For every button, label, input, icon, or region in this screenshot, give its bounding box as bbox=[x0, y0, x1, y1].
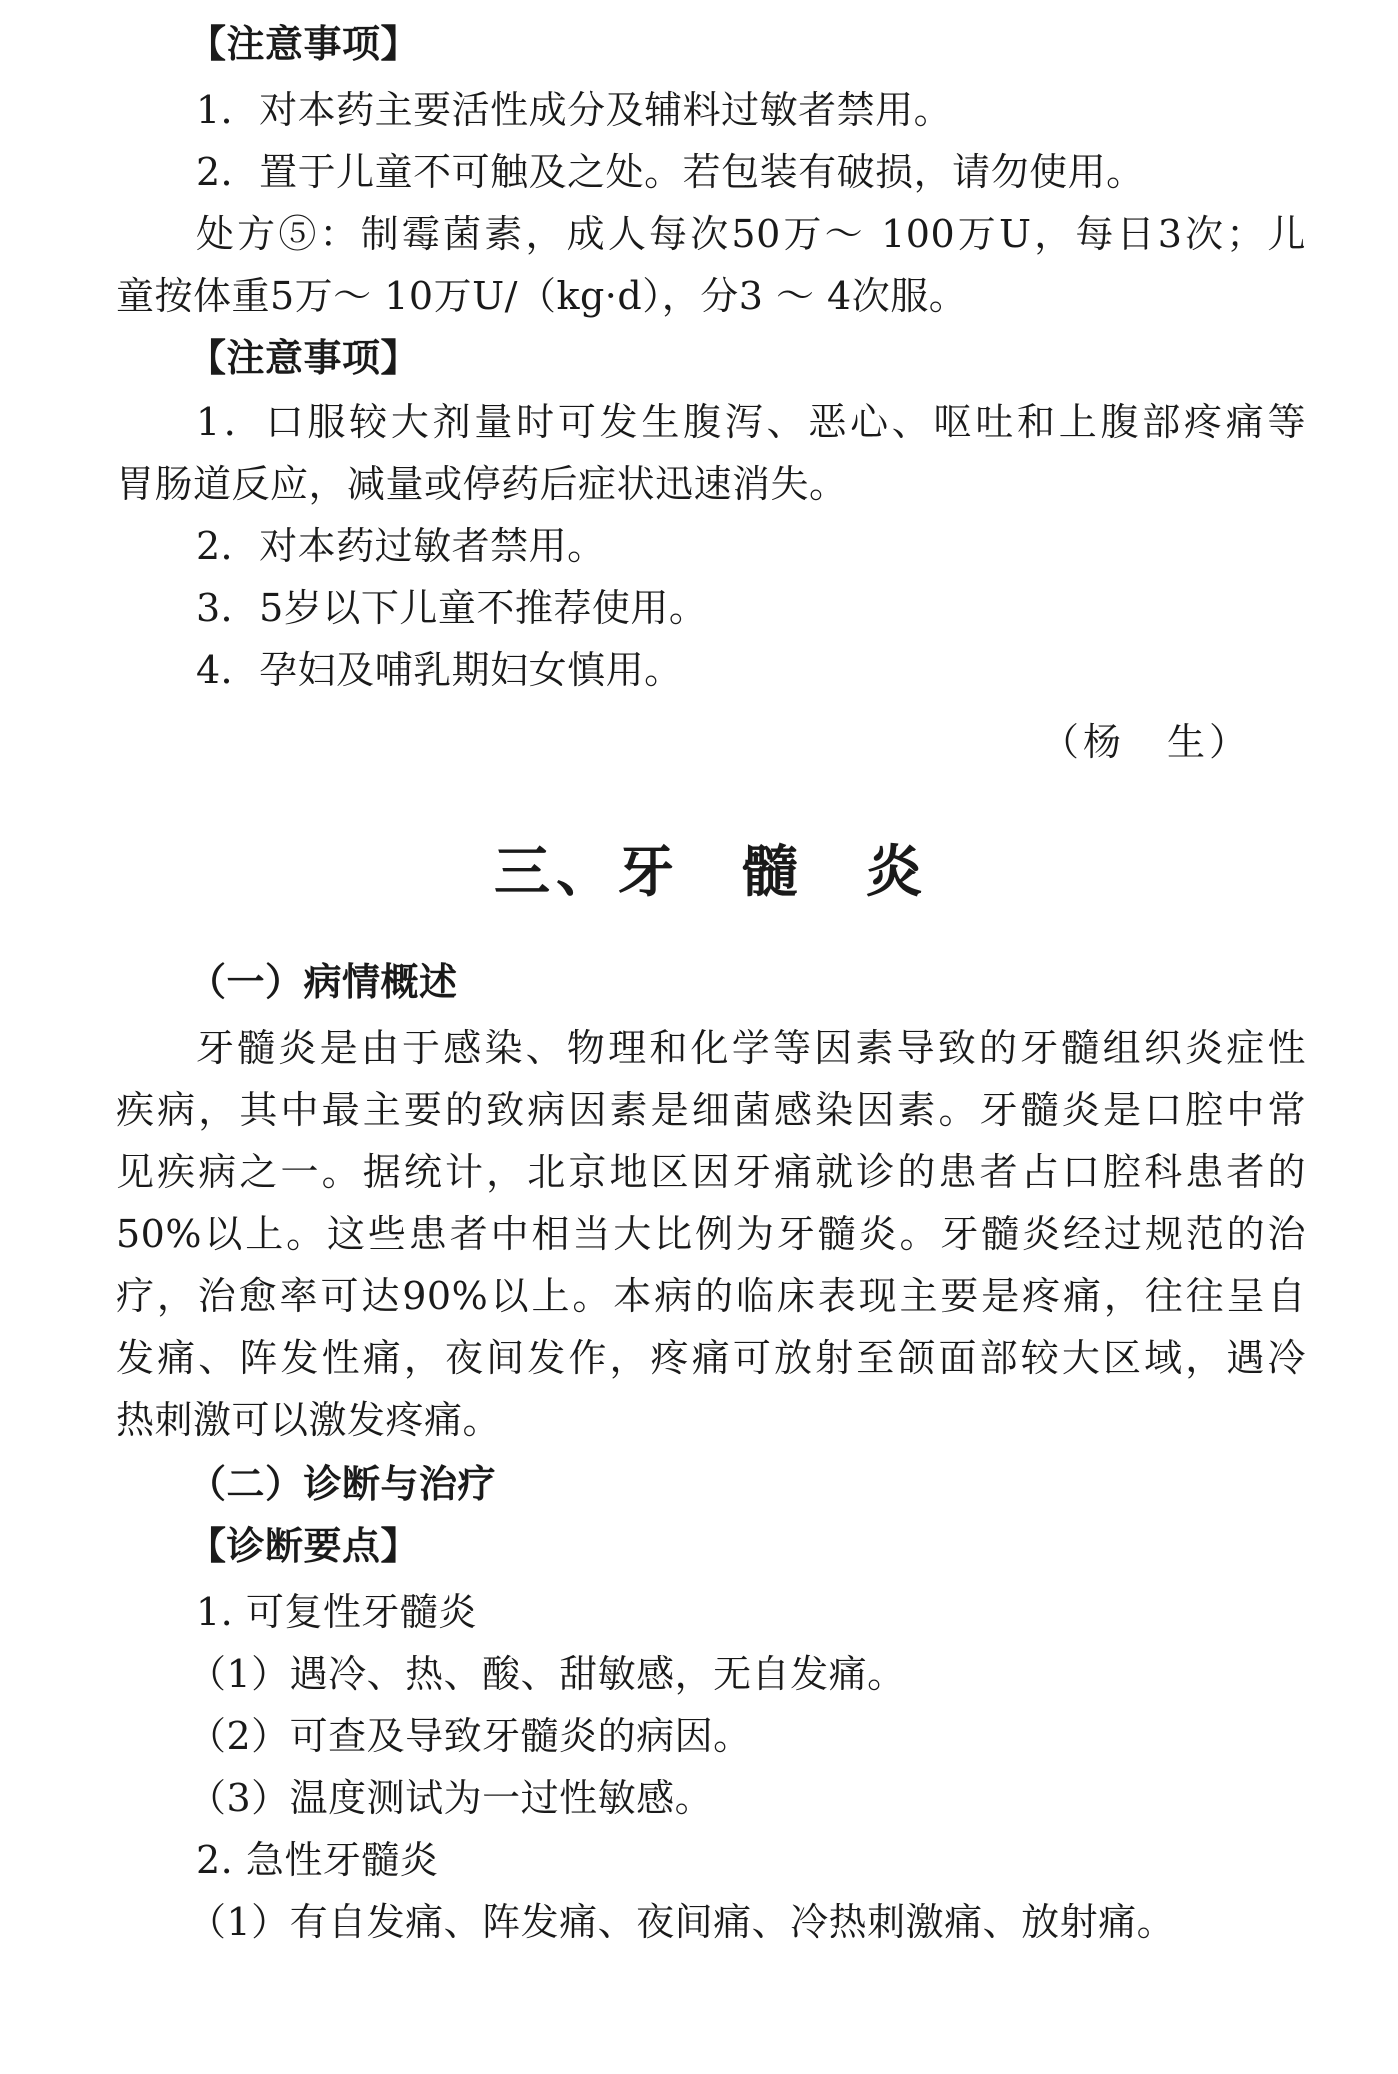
list-item: （1）遇冷、热、酸、甜敏感，无自发痛。 bbox=[188, 1652, 906, 1696]
heading-precautions-1: 【注意事项】 bbox=[188, 22, 420, 66]
paragraph-line: 50%以上。这些患者中相当大比例为牙髓炎。牙髓炎经过规范的治 bbox=[116, 1212, 1306, 1256]
list-item-continued: 胃肠道反应，减量或停药后症状迅速消失。 bbox=[116, 462, 848, 506]
subheading-overview: （一）病情概述 bbox=[188, 960, 458, 1004]
paragraph-line: 见疾病之一。据统计，北京地区因牙痛就诊的患者占口腔科患者的 bbox=[116, 1150, 1306, 1194]
subheading-diagnosis-treatment: （二）诊断与治疗 bbox=[188, 1462, 497, 1506]
paragraph-line: 热刺激可以激发疼痛。 bbox=[116, 1398, 502, 1442]
prescription-line: 童按体重5万～ 10万U/（kg·d），分3 ～ 4次服。 bbox=[116, 274, 968, 318]
prescription-line: 处方⑤：制霉菌素，成人每次50万～ 100万U，每日3次；儿 bbox=[196, 212, 1306, 256]
author-attribution: （杨 生） bbox=[1041, 720, 1252, 764]
list-item: 1. 可复性牙髓炎 bbox=[196, 1590, 477, 1634]
paragraph-line: 疗，治愈率可达90%以上。本病的临床表现主要是疼痛，往往呈自 bbox=[116, 1274, 1306, 1318]
list-item: 2．置于儿童不可触及之处。若包装有破损，请勿使用。 bbox=[196, 150, 1145, 194]
list-item: 2．对本药过敏者禁用。 bbox=[196, 524, 606, 568]
section-title: 三、牙 髓 炎 bbox=[494, 840, 928, 905]
list-item: （1）有自发痛、阵发痛、夜间痛、冷热刺激痛、放射痛。 bbox=[188, 1900, 1176, 1944]
paragraph-line: 牙髓炎是由于感染、物理和化学等因素导致的牙髓组织炎症性 bbox=[196, 1026, 1306, 1070]
paragraph-line: 疾病，其中最主要的致病因素是细菌感染因素。牙髓炎是口腔中常 bbox=[116, 1088, 1306, 1132]
list-item: 1．对本药主要活性成分及辅料过敏者禁用。 bbox=[196, 88, 953, 132]
list-item: 2. 急性牙髓炎 bbox=[196, 1838, 439, 1882]
list-item: 3．5岁以下儿童不推荐使用。 bbox=[196, 586, 708, 630]
list-item: （2）可查及导致牙髓炎的病因。 bbox=[188, 1714, 752, 1758]
list-item: 4．孕妇及哺乳期妇女慎用。 bbox=[196, 648, 683, 692]
heading-diagnosis-points: 【诊断要点】 bbox=[188, 1524, 420, 1568]
list-item: （3）温度测试为一过性敏感。 bbox=[188, 1776, 714, 1820]
heading-precautions-2: 【注意事项】 bbox=[188, 336, 420, 380]
list-item: 1．口服较大剂量时可发生腹泻、恶心、呕吐和上腹部疼痛等 bbox=[196, 400, 1306, 444]
paragraph-line: 发痛、阵发性痛，夜间发作，疼痛可放射至颌面部较大区域，遇冷 bbox=[116, 1336, 1306, 1380]
